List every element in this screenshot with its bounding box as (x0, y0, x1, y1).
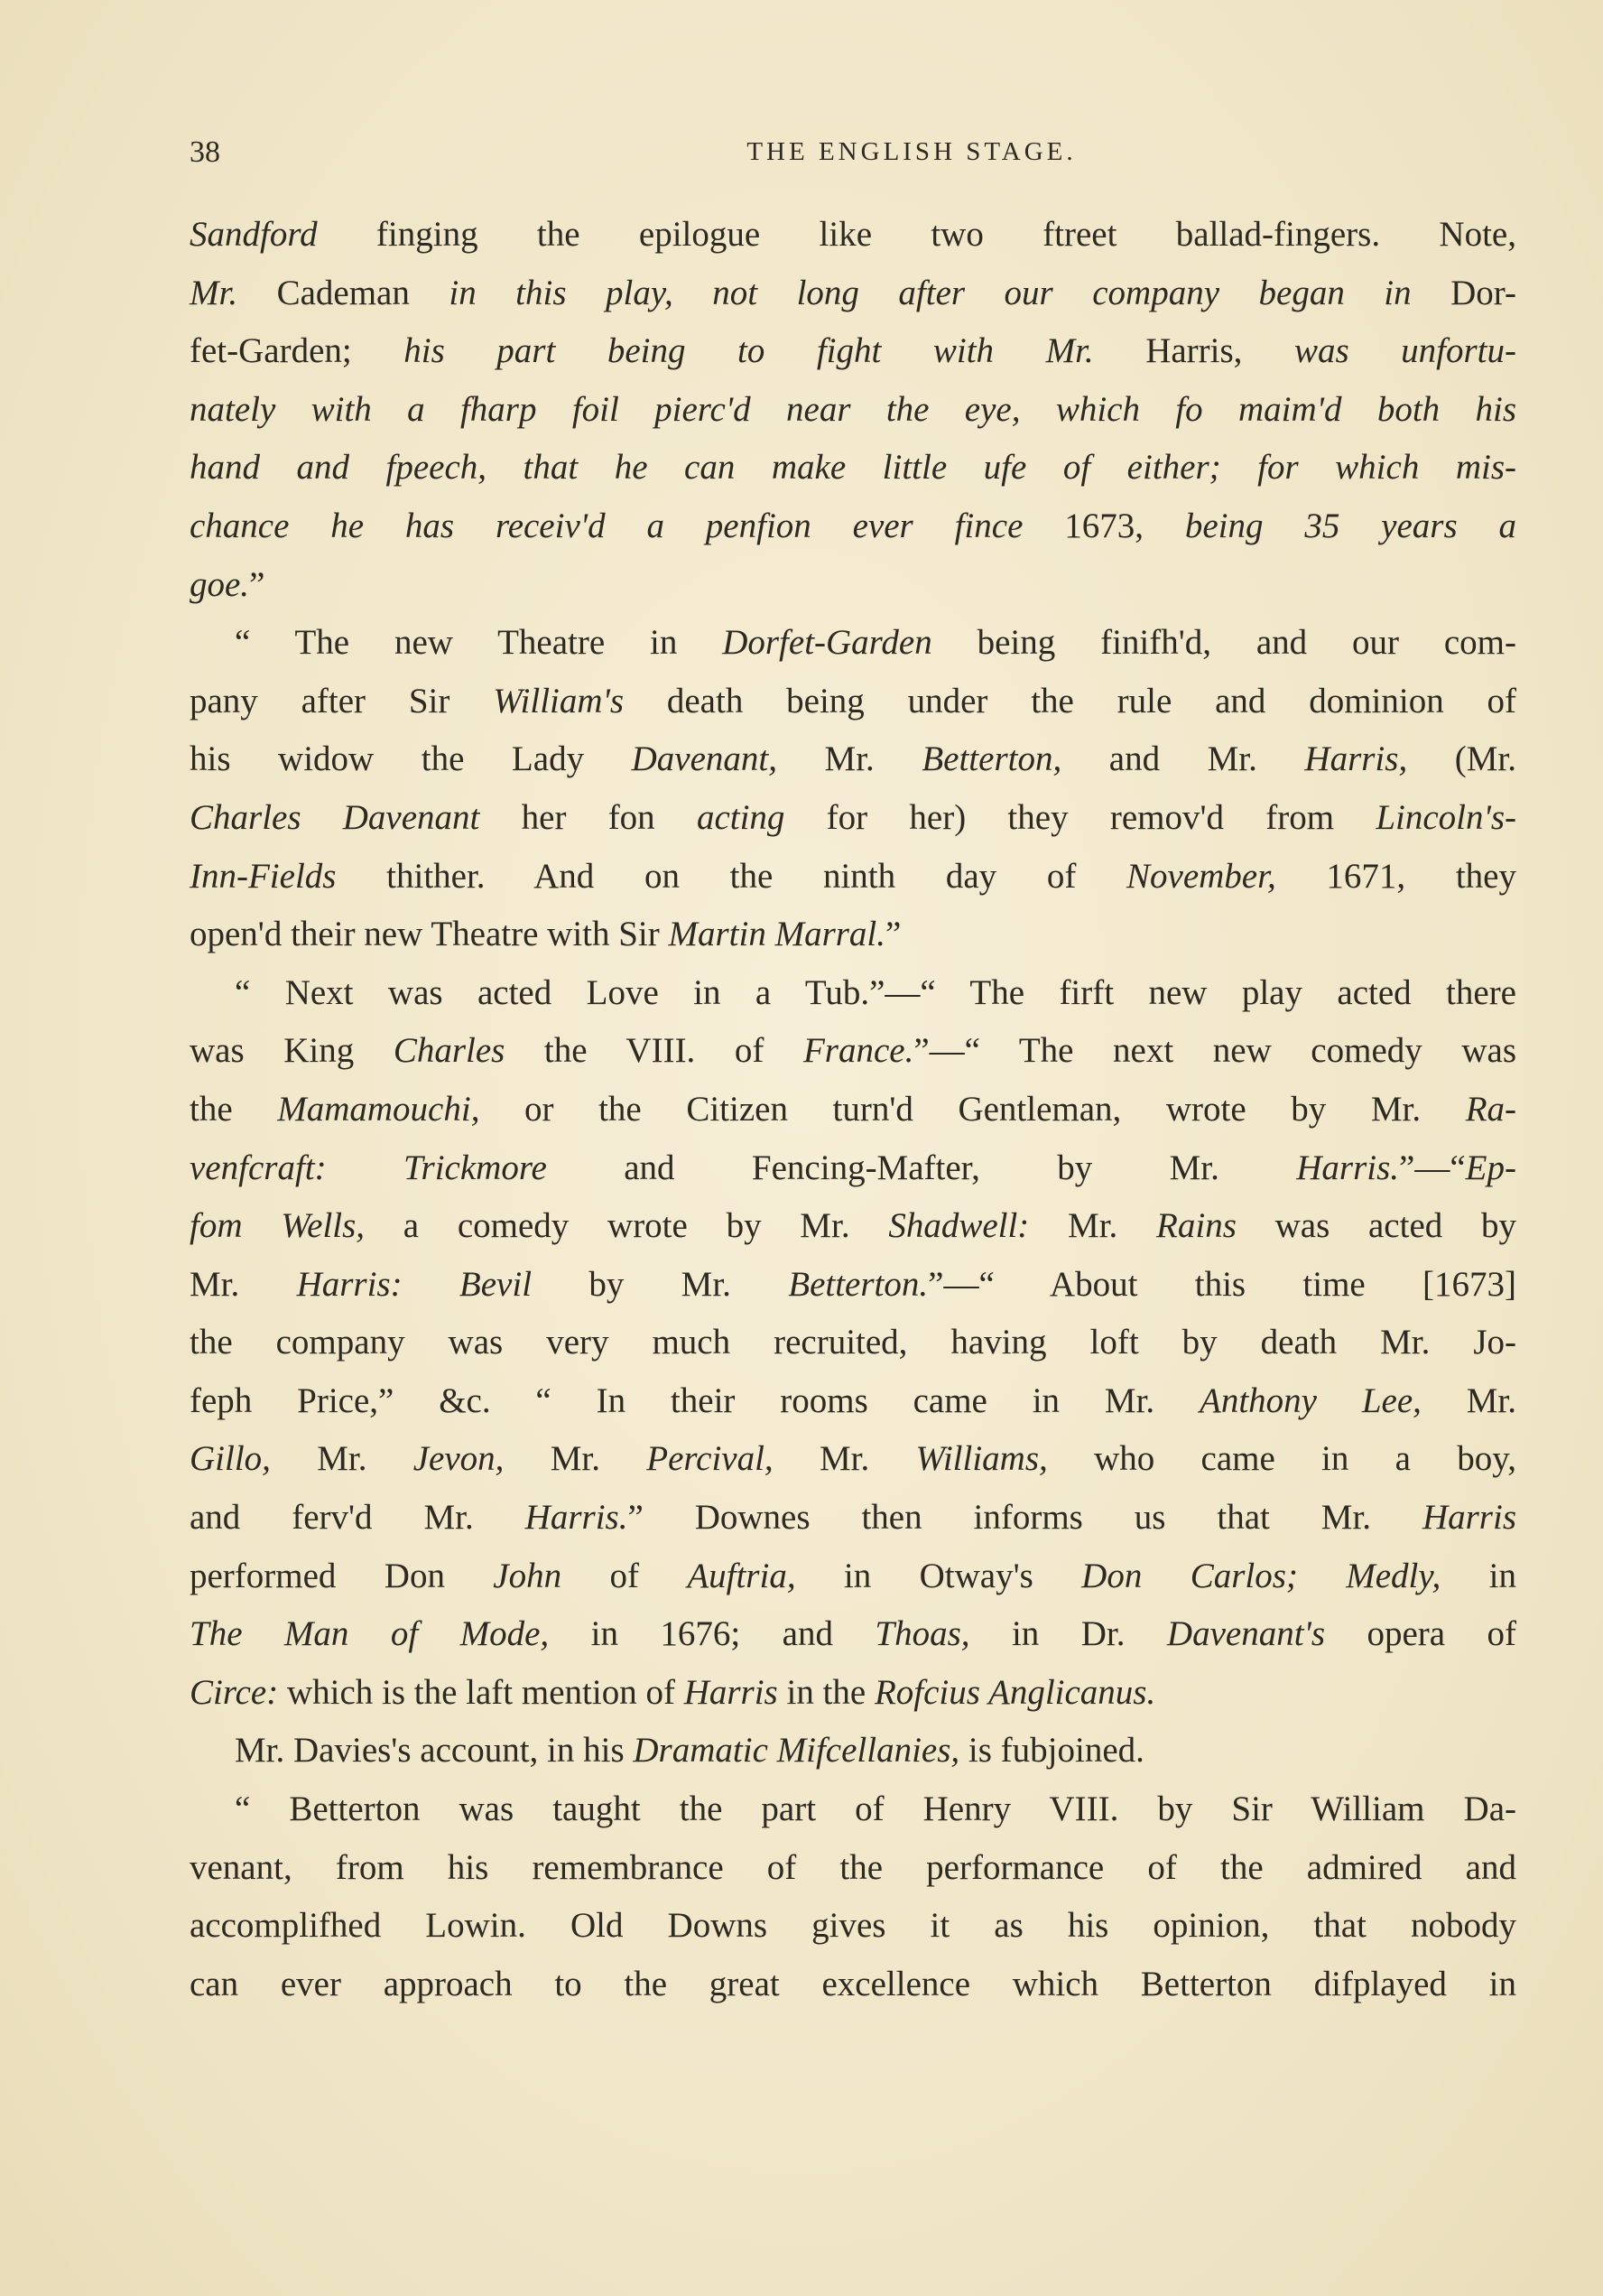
text-segment: in (1441, 1556, 1516, 1595)
italic-text: Harris. (1296, 1148, 1400, 1187)
italic-text: being 35 years a (1184, 506, 1517, 545)
text-segment: Mr. (1421, 1380, 1517, 1420)
text-segment: being finifh'd, and our com- (931, 623, 1516, 663)
italic-text: Mamamouchi, (277, 1089, 480, 1129)
italic-text: venfcraft: Trickmore (190, 1148, 547, 1187)
text-segment: her fon (479, 797, 697, 837)
text-segment: opera of (1325, 1614, 1517, 1654)
text-segment: who came in a boy, (1047, 1439, 1516, 1479)
italic-text: goe. (190, 564, 250, 604)
text-line (190, 265, 1516, 323)
text-line (190, 1139, 1516, 1198)
text-segment: Cademan (237, 273, 449, 312)
text-line (190, 906, 1516, 964)
text-segment: by Mr. (532, 1264, 789, 1304)
italic-text: Dorfet-Garden (722, 623, 932, 663)
text-segment: can ever approach to the great excellence which Betterton difplayed in (190, 1964, 1516, 2003)
italic-text: Martin Marral. (668, 915, 886, 954)
running-head (190, 135, 1516, 190)
text-segment: and Fencing-Mafter, by Mr. (546, 1148, 1297, 1187)
text-line (190, 1956, 1516, 2014)
text-line (190, 614, 1516, 673)
text-segment: Mr. (190, 1264, 297, 1304)
text-segment: was King (190, 1031, 394, 1071)
text-line (190, 964, 1516, 1023)
text-line (190, 1256, 1516, 1315)
text-line (190, 848, 1516, 906)
italic-text: Charles (393, 1031, 505, 1071)
text-segment: venant, from his remembrance of the performance of the admired and (190, 1847, 1516, 1887)
text-segment: for her) they remov'd from (784, 797, 1376, 837)
text-line (190, 1897, 1516, 1956)
body-text (190, 206, 1516, 2013)
text-line (190, 1839, 1516, 1898)
italic-text: Mr. (190, 273, 238, 312)
text-segment: pany after Sir (190, 681, 494, 720)
italic-text: Percival, (646, 1439, 774, 1479)
text-segment: Dor- (1411, 273, 1517, 312)
italic-text: his part being to fight with Mr. (403, 331, 1094, 371)
text-line (190, 556, 1516, 615)
italic-text: fom Wells, (190, 1206, 366, 1246)
text-segment: in 1676; and (549, 1614, 876, 1654)
text-segment: the company was very much recruited, having loft by death Mr. Jo- (190, 1323, 1516, 1362)
italic-text: Ra- (1465, 1089, 1516, 1129)
text-segment: ” (249, 564, 265, 604)
text-segment: ”—“ About this time [1673] (928, 1264, 1517, 1304)
text-segment: ”—“ (1399, 1148, 1466, 1187)
text-segment: the VIII. of (505, 1031, 803, 1071)
italic-text: Thoas, (875, 1614, 970, 1654)
italic-text: The Man of Mode, (190, 1614, 550, 1654)
text-segment: fet-Garden; (190, 331, 404, 371)
italic-text: Don Carlos; Medly, (1081, 1556, 1441, 1595)
text-line (190, 673, 1516, 731)
italic-text: Davenant's (1166, 1614, 1326, 1654)
italic-text: Betterton, (922, 739, 1062, 779)
italic-text: Davenant, (631, 739, 777, 779)
italic-text: Charles Davenant (190, 797, 480, 837)
text-line (190, 1780, 1516, 1839)
text-segment: and Mr. (1061, 739, 1305, 779)
text-line (190, 1081, 1516, 1139)
italic-text: was unfortu- (1293, 331, 1516, 371)
text-segment: his widow the Lady (190, 739, 632, 779)
text-segment: accomplifhed Lowin. Old Downs gives it as his opinion, that nobody (190, 1906, 1516, 1946)
italic-text: Lincoln's- (1376, 797, 1516, 837)
text-line (190, 1372, 1516, 1431)
text-segment: Mr. (776, 739, 922, 779)
text-segment: is fubjoined. (959, 1731, 1144, 1771)
text-segment: Mr. (270, 1439, 413, 1479)
text-segment: thither. And on the ninth day of (336, 856, 1126, 896)
text-segment: (Mr. (1407, 739, 1516, 779)
text-segment: a comedy wrote by Mr. (365, 1206, 889, 1246)
text-segment: death being under the rule and dominion of (624, 681, 1516, 720)
italic-text: Harris (683, 1672, 778, 1712)
text-segment: Mr. (504, 1439, 647, 1479)
text-line (190, 1022, 1516, 1081)
text-line (190, 1722, 1516, 1780)
italic-text: Inn-Fields (190, 856, 337, 896)
italic-text: Anthony Lee, (1200, 1380, 1422, 1420)
text-segment: Mr. Davies's account, in his (235, 1731, 634, 1771)
text-line (190, 1489, 1516, 1548)
italic-text: in this play, not long after our company began in (449, 273, 1412, 312)
italic-text: Harris, (1304, 739, 1408, 779)
italic-text: Jevon, (412, 1439, 505, 1479)
text-segment: or the Citizen turn'd Gentleman, wrote by Mr. (479, 1089, 1466, 1129)
italic-text: acting (696, 797, 785, 837)
text-line (190, 1548, 1516, 1606)
text-line (190, 730, 1516, 789)
text-line (190, 322, 1516, 381)
text-segment: in Otway's (795, 1556, 1082, 1595)
text-segment: “ Next was acted Love in a Tub.”—“ The firft new play acted there (235, 972, 1516, 1012)
italic-text: Sandford (190, 215, 318, 254)
text-segment: ” Downes then informs us that Mr. (627, 1498, 1422, 1538)
italic-text: Harris (1422, 1498, 1517, 1538)
italic-text: Ep- (1465, 1148, 1516, 1187)
text-segment: in the (777, 1672, 875, 1712)
text-segment: Mr. (1029, 1206, 1157, 1246)
text-segment: Mr. (773, 1439, 916, 1479)
italic-text: Shadwell: (888, 1206, 1030, 1246)
text-segment: ”—“ The next new comedy was (913, 1031, 1516, 1071)
text-segment: Harris, (1093, 331, 1294, 371)
italic-text: Harris: Bevil (296, 1264, 533, 1304)
text-segment: “ Betterton was taught the part of Henry VIII. by Sir William Da- (235, 1789, 1516, 1829)
text-segment: 1673, (1023, 506, 1185, 545)
text-line (190, 1430, 1516, 1489)
text-line (190, 1197, 1516, 1256)
italic-text: Betterton. (788, 1264, 929, 1304)
text-line (190, 381, 1516, 440)
text-segment: in Dr. (969, 1614, 1167, 1654)
text-line (190, 1314, 1516, 1372)
text-segment: was acted by (1236, 1206, 1516, 1246)
text-segment: open'd their new Theatre with Sir (190, 915, 669, 954)
text-segment: feph Price,” &c. “ In their rooms came in Mr. (190, 1380, 1200, 1420)
text-line (190, 789, 1516, 848)
italic-text: France. (802, 1031, 914, 1071)
text-segment: “ The new Theatre in (235, 623, 723, 663)
italic-text: Gillo, (190, 1439, 271, 1479)
text-segment: which is the laft mention of (278, 1672, 684, 1712)
text-line (190, 206, 1516, 265)
text-line (190, 497, 1516, 556)
page-number: 38 (190, 135, 220, 169)
text-segment: 1671, they (1275, 856, 1516, 896)
text-line (190, 1664, 1516, 1723)
italic-text: Dramatic Mifcellanies, (633, 1731, 960, 1771)
italic-text: nately with a fharp foil pierc'd near the eye, which fo maim'd both his (190, 389, 1516, 429)
text-line (190, 1605, 1516, 1664)
italic-text: John (493, 1556, 562, 1595)
text-segment: the (190, 1089, 278, 1129)
italic-text: Circe: (190, 1672, 279, 1712)
text-segment: performed Don (190, 1556, 494, 1595)
running-title: THE ENGLISH STAGE. (746, 137, 1077, 166)
italic-text: William's (493, 681, 625, 720)
italic-text: Rofcius Anglicanus. (874, 1672, 1156, 1712)
text-line (190, 439, 1516, 497)
text-segment: ” (885, 915, 902, 954)
italic-text: chance he has receiv'd a penfion ever fince (190, 506, 1024, 545)
text-segment: of (561, 1556, 688, 1595)
italic-text: Rains (1156, 1206, 1237, 1246)
italic-text: Auftria, (687, 1556, 796, 1595)
italic-text: Williams, (915, 1439, 1048, 1479)
text-segment: finging the epilogue like two ftreet ballad-fingers. Note, (317, 215, 1516, 254)
italic-text: hand and fpeech, that he can make little ufe of either; for which mis- (190, 448, 1516, 488)
italic-text: November, (1126, 856, 1276, 896)
text-segment: and ferv'd Mr. (190, 1498, 525, 1538)
italic-text: Harris. (524, 1498, 628, 1538)
